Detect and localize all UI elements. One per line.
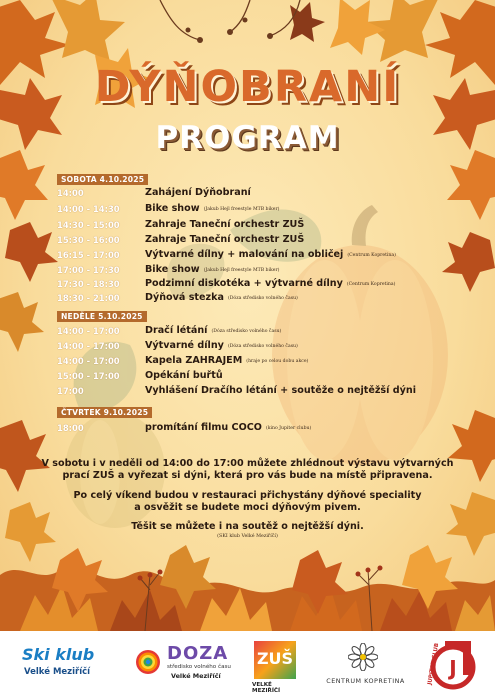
event-time: 14:00 - 14:30 xyxy=(57,204,120,214)
bottom-foliage xyxy=(0,545,495,631)
jupiter-letter: J xyxy=(449,656,457,680)
event-note: (Dóza středisko volného času) xyxy=(227,344,298,349)
info-line: Těšit se můžete i na soutěž o nejtěžší dýni. xyxy=(131,521,364,532)
program-heading: PROGRAM xyxy=(155,120,340,156)
event-time: 15:30 - 16:00 xyxy=(57,235,120,245)
info-line: prací ZUŠ a vyřezat si dýni, která pro vás bude na místě připravena. xyxy=(62,470,433,481)
event-time: 17:30 - 18:30 xyxy=(57,279,120,289)
info-paragraph-exhibition xyxy=(30,458,465,482)
info-paragraph-restaurant xyxy=(30,490,465,514)
event-time: 18:30 - 21:00 xyxy=(57,293,120,303)
sponsor-logos xyxy=(0,631,495,700)
kopretina-logo xyxy=(318,643,413,691)
event-time: 14:00 xyxy=(57,188,84,198)
day-label-sunday: NEDĚLE 5.10.2025 xyxy=(57,311,147,322)
event-time: 14:00 - 17:00 xyxy=(57,356,120,366)
organizer-signature: (SKI klub Velké Meziříčí) xyxy=(217,534,278,539)
doza-rainbow-icon xyxy=(135,649,161,675)
event-note: (Dóza středisko volného času) xyxy=(227,296,298,301)
event-note: (Jakub Hejl freestyle MTB biker) xyxy=(203,207,280,212)
event-name: Zahájení Dýňobraní xyxy=(145,187,251,198)
ski-klub-logo xyxy=(22,645,117,690)
doza-subtitle: středisko volného času xyxy=(167,664,231,670)
event-name: Vyhlášení Dračího létání + soutěže o nejtěžší dýni xyxy=(145,385,417,396)
event-name: Opékání buřtů xyxy=(145,370,223,381)
jupiter-club-logo xyxy=(425,635,477,695)
jupiter-club-text: JUPITER CLUB xyxy=(427,642,441,686)
event-name: Výtvarné dílny xyxy=(145,340,224,351)
event-name: Zahraje Taneční orchestr ZUŠ xyxy=(145,234,305,245)
day-label-thursday: ČTVRTEK 9.10.2025 xyxy=(57,407,152,418)
event-time: 16:15 - 17:00 xyxy=(57,250,120,260)
event-note: (Jakub Hejl freestyle MTB biker) xyxy=(203,268,280,273)
zus-subtitle: VELKÉ MEZIŘÍČÍ xyxy=(252,682,281,694)
daisy-icon xyxy=(348,643,378,671)
info-paragraph-contest xyxy=(30,521,465,533)
event-note: (kino Jupiter clubu) xyxy=(265,426,312,431)
event-name: Podzimní diskotéka + výtvarné dílny xyxy=(145,278,343,289)
event-name: Bike show xyxy=(145,264,200,275)
event-time: 15:00 - 17:00 xyxy=(57,371,120,381)
event-time: 14:30 - 15:00 xyxy=(57,220,120,230)
zus-title: ZUŠ xyxy=(256,649,294,668)
event-time: 18:00 xyxy=(57,423,84,433)
event-note: (Centrum Kopretina) xyxy=(346,282,396,287)
event-title: DÝŇOBRANÍ xyxy=(94,62,401,112)
event-name: Výtvarné dílny + malování na obličej xyxy=(145,249,344,260)
event-time: 17:00 xyxy=(57,386,84,396)
info-line: V sobotu i v neděli od 14:00 do 17:00 můžete zhlédnout výstavu výtvarných xyxy=(41,458,454,469)
berry-decoration xyxy=(186,18,274,44)
jupiter-club-emblem xyxy=(425,635,477,695)
info-line: Po celý víkend budou v restauraci přichystány dýňové speciality xyxy=(73,490,422,501)
zus-logo xyxy=(252,641,300,693)
ski-klub-title: Ski klub xyxy=(22,645,95,664)
event-name: Dýňová stezka xyxy=(145,292,224,303)
event-name: promítání filmu COCO xyxy=(145,422,262,433)
event-name: Dračí létání xyxy=(145,325,208,336)
event-time: 17:00 - 17:30 xyxy=(57,265,120,275)
event-name: Bike show xyxy=(145,203,200,214)
day-label-saturday: SOBOTA 4.10.2025 xyxy=(57,174,148,185)
event-note: (Dóza středisko volného času) xyxy=(211,329,282,334)
kopretina-title: CENTRUM KOPRETINA xyxy=(326,677,405,685)
event-time: 14:00 - 17:00 xyxy=(57,341,120,351)
doza-logo xyxy=(135,643,245,691)
event-name: Zahraje Taneční orchestr ZUŠ xyxy=(145,219,305,230)
event-name: Kapela ZAHRAJEM xyxy=(145,355,243,366)
doza-title: DOZA xyxy=(167,643,229,664)
event-note: (Centrum Kopretina) xyxy=(347,253,396,258)
info-line: a osvěžit se budete moci dýňovým pivem. xyxy=(134,502,361,513)
doza-town: Velké Meziříčí xyxy=(171,672,221,680)
event-note: (hraje po celou dobu akce) xyxy=(246,359,309,364)
event-time: 14:00 - 17:00 xyxy=(57,326,120,336)
ski-klub-subtitle: Velké Meziříčí xyxy=(24,667,91,677)
